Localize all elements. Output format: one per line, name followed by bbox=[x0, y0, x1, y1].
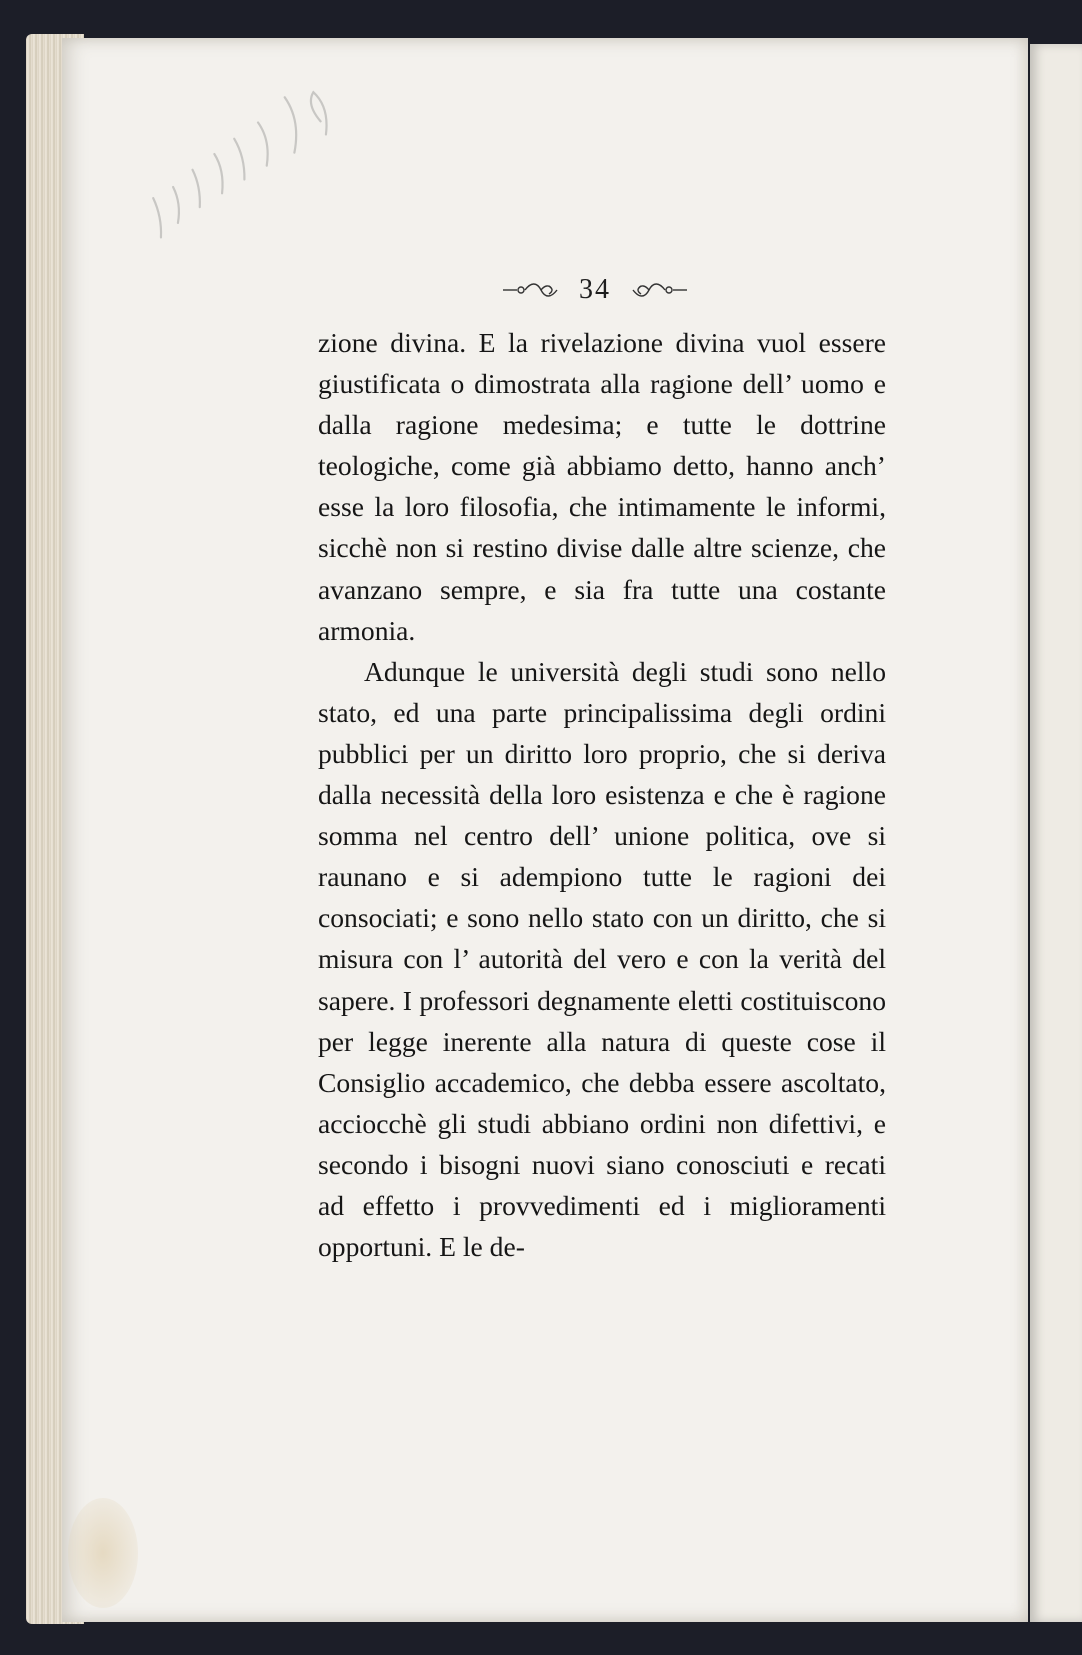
paragraph-adunque: Adunque le università degli studi sono nello stato, ed una parte principalissima degli ordini pubblici per un diritto loro proprio, che si deriva dalla necessità della loro esistenza e che è ragione somma nel centro dell’ unione politica, ove si raunano e si adempiono tutte le ragioni dei consociati; e sono nello stato con un diritto, che si misura con l’ autorità del vero e con la verità del sapere. I professori degnamente eletti costituiscono per legge inerente alla natura di queste cose il Consiglio accademico, che debba essere ascoltato, acciocchè gli studi abbiano ordini non difettivi, e secondo i bisogni nuovi siano conosciuti e recati ad effetto i provvedimenti ed i miglioramenti opportuni. E le de- bbox=[318, 655, 886, 1263]
right-flourish-icon bbox=[625, 282, 689, 298]
paragraph-continuation: zione divina. E la rivelazione divina vuol essere giustificata o dimostrata alla ragione dell’ uomo e dalla ragione medesima; e tutte le dottrine teologiche, come già abbiamo detto, hanno anch’ esse la loro filosofia, che intimamente le informi, sicchè non si restino divise dalle altre scienze, che avanzano sempre, e sia fra tutte una costante armonia. bbox=[318, 327, 886, 646]
body-text bbox=[318, 322, 886, 1267]
page-number: 34 bbox=[579, 274, 611, 305]
page-header bbox=[480, 270, 710, 310]
facing-page-edge bbox=[1030, 44, 1082, 1622]
left-flourish-icon bbox=[501, 282, 565, 298]
paper-stain bbox=[68, 1498, 138, 1608]
